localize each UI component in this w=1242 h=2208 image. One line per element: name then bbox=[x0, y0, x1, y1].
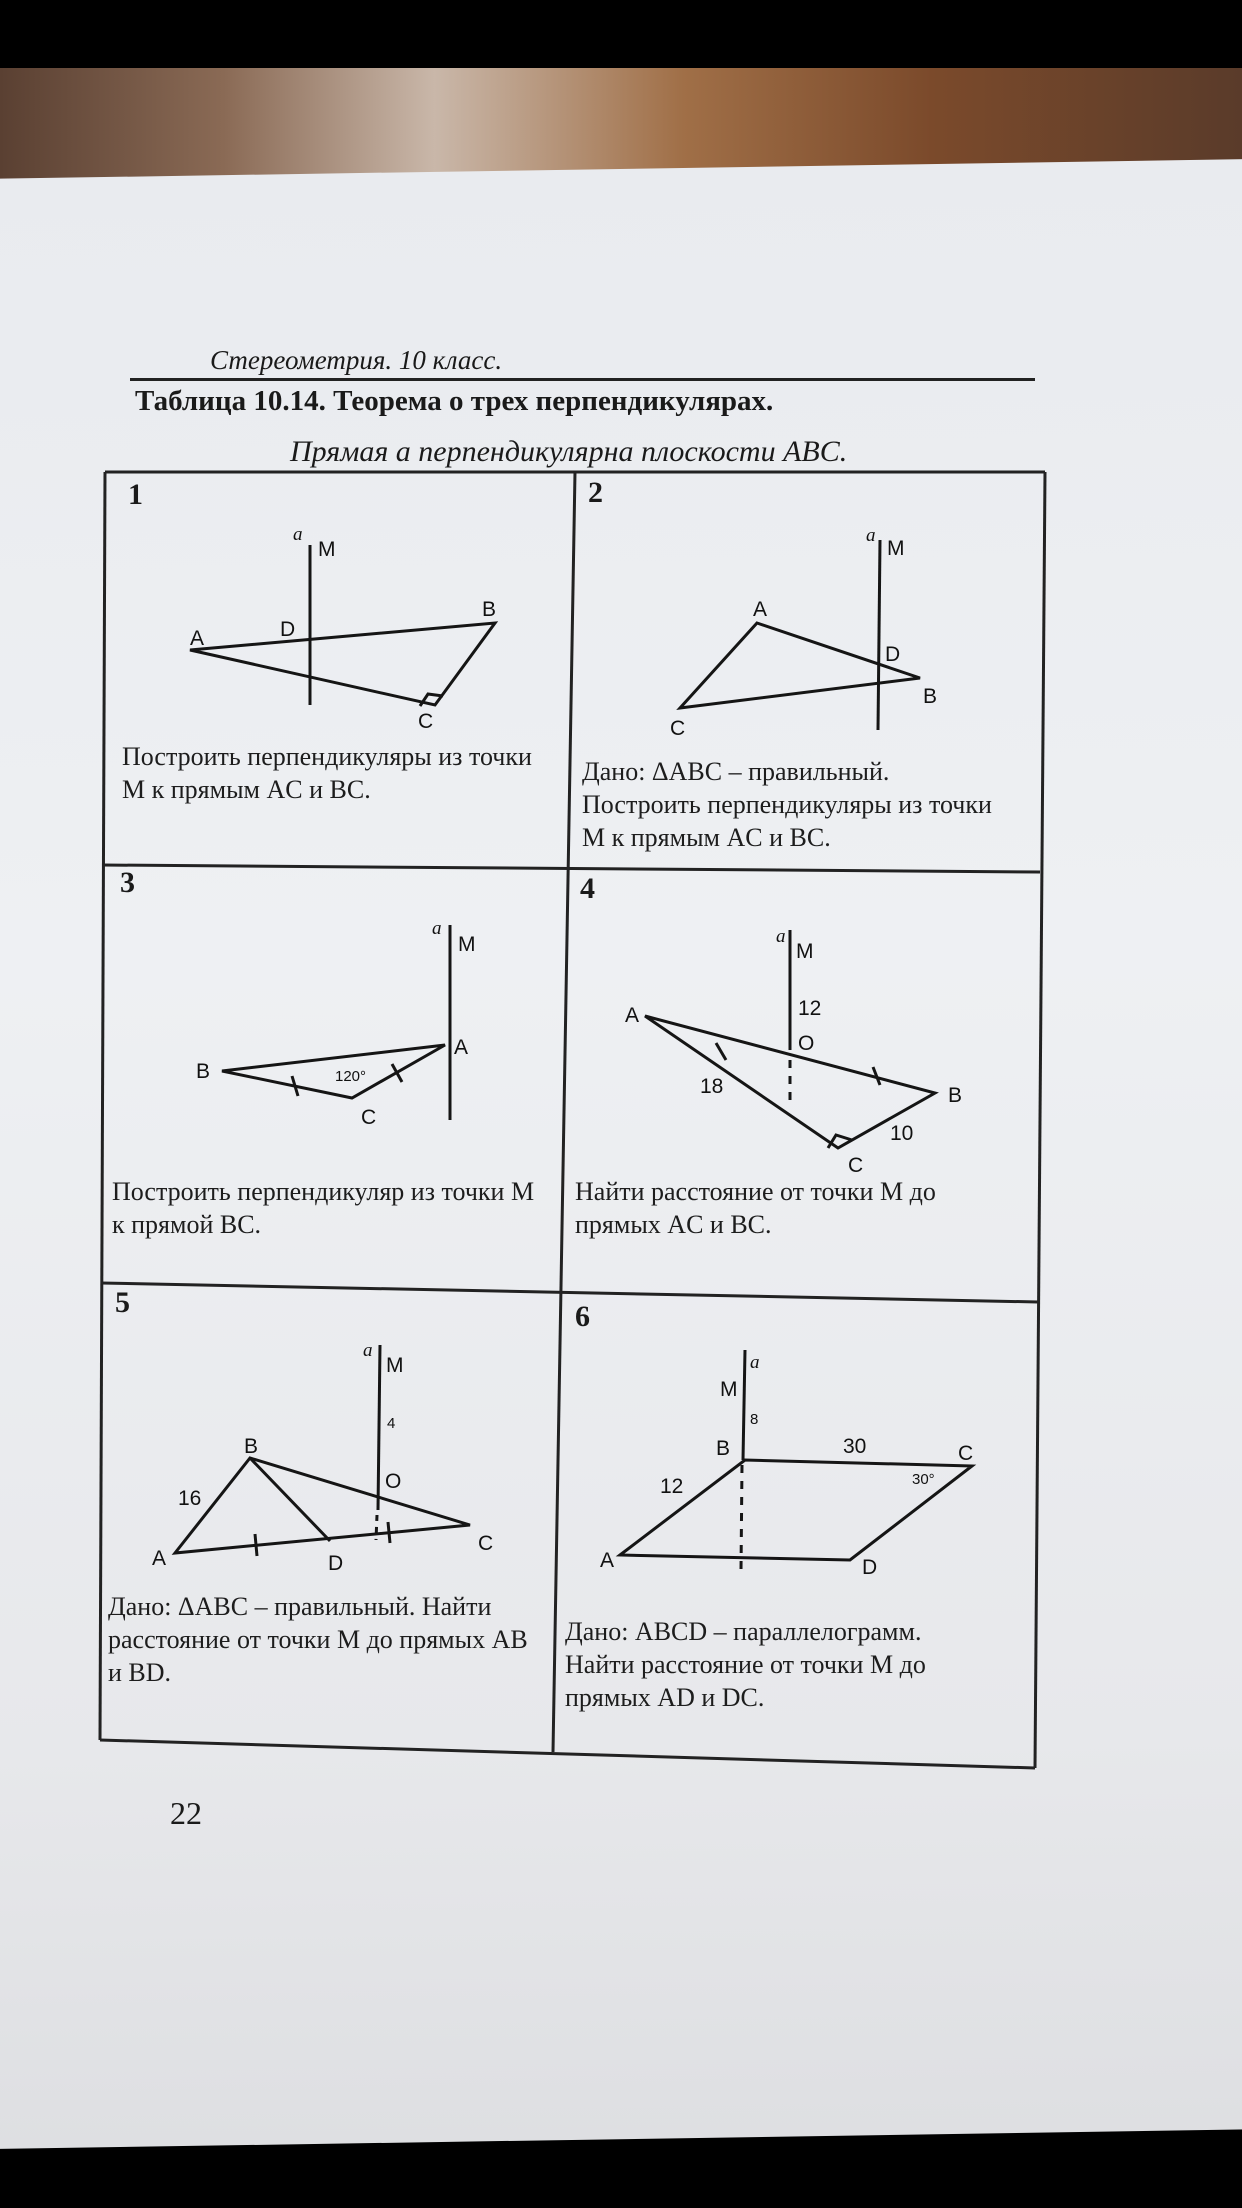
label-c-4: C bbox=[848, 1154, 864, 1177]
label-a-6: a bbox=[750, 1352, 760, 1373]
label-b-4: B bbox=[948, 1084, 963, 1107]
label-d-6: D bbox=[862, 1556, 878, 1579]
label-b-2: B bbox=[923, 685, 938, 708]
line-a-6 bbox=[743, 1350, 745, 1460]
cell-number-4: 4 bbox=[580, 872, 595, 905]
label-m-5: M bbox=[386, 1354, 404, 1377]
label-a-point-2: A bbox=[753, 598, 768, 621]
cell-caption-5: Дано: ΔABC – правильный. Найти расстояние от точки M до прямых AB и BD. bbox=[108, 1592, 528, 1687]
label-a-5: a bbox=[363, 1340, 373, 1361]
label-ab-5: 16 bbox=[178, 1487, 202, 1510]
label-b-3: B bbox=[196, 1060, 211, 1083]
page-number: 22 bbox=[170, 1795, 202, 1831]
cell-caption-6: Дано: ABCD – параллелограмм. Найти расстояние от точки M до прямых AD и DC. bbox=[565, 1617, 926, 1712]
label-b-5: B bbox=[244, 1435, 259, 1458]
table-title: Таблица 10.14. Теорема о трех перпендикулярах. bbox=[135, 385, 774, 417]
label-a-point-1: A bbox=[190, 627, 205, 650]
triangle-abc-1 bbox=[190, 623, 495, 705]
label-mb-6: 8 bbox=[750, 1411, 759, 1428]
line-a-6-dashed bbox=[741, 1465, 742, 1570]
label-mo-4: 12 bbox=[798, 997, 822, 1020]
label-c-3: C bbox=[361, 1106, 377, 1129]
label-angle-3: 120° bbox=[335, 1068, 367, 1085]
label-a-point-5: A bbox=[152, 1547, 167, 1570]
label-a-1: a bbox=[293, 524, 303, 545]
tick-ad-5 bbox=[255, 1534, 257, 1556]
label-o-4: O bbox=[798, 1032, 815, 1055]
line-a-5-dashed bbox=[376, 1515, 377, 1540]
label-o-5: O bbox=[385, 1470, 402, 1493]
tick-dc-5 bbox=[388, 1522, 390, 1543]
label-a-point-3: A bbox=[454, 1036, 469, 1059]
label-m-2: M bbox=[887, 537, 905, 560]
label-b-1: B bbox=[482, 598, 497, 621]
cell-number-3: 3 bbox=[120, 866, 135, 899]
figure-6 bbox=[600, 1350, 973, 1579]
tick-ac-4 bbox=[716, 1043, 726, 1060]
cell-number-2: 2 bbox=[588, 476, 603, 509]
label-m-6: M bbox=[720, 1378, 738, 1401]
cell-caption-1: Построить перпендикуляры из точки M к прямым AC и BC. bbox=[122, 742, 532, 804]
label-a-3: a bbox=[432, 918, 442, 939]
label-c-6: C bbox=[958, 1442, 974, 1465]
cell-number-5: 5 bbox=[115, 1286, 130, 1319]
label-m-1: M bbox=[318, 538, 336, 561]
figure-4 bbox=[625, 926, 962, 1177]
label-bc-4: 10 bbox=[890, 1122, 914, 1145]
label-c-5: C bbox=[478, 1532, 494, 1555]
figure-1 bbox=[190, 524, 496, 733]
triangle-abc-2 bbox=[680, 623, 920, 708]
figure-2 bbox=[670, 525, 937, 740]
cell-number-6: 6 bbox=[575, 1300, 590, 1333]
running-header: Стереометрия. 10 класс. bbox=[210, 345, 503, 375]
line-a-5 bbox=[378, 1345, 380, 1510]
label-m-4: M bbox=[796, 940, 814, 963]
triangle-abc-5 bbox=[175, 1458, 470, 1553]
label-d-5: D bbox=[328, 1552, 344, 1575]
label-a-4: a bbox=[776, 926, 786, 947]
table-grid bbox=[100, 472, 1045, 1768]
cell-caption-4: Найти расстояние от точки M до прямых AC и BC. bbox=[575, 1177, 936, 1239]
label-m-3: M bbox=[458, 933, 476, 956]
label-ac-4: 18 bbox=[700, 1075, 724, 1098]
label-c-2: C bbox=[670, 717, 686, 740]
label-a-point-4: A bbox=[625, 1004, 640, 1027]
label-b-6: B bbox=[716, 1437, 731, 1460]
label-c-1: C bbox=[418, 710, 434, 733]
cell-caption-2: Дано: ΔABC – правильный. Построить перпендикуляры из точки M к прямым AC и BC. bbox=[582, 757, 992, 852]
label-bc-6: 30 bbox=[843, 1435, 867, 1458]
cell-caption-3: Построить перпендикуляр из точки M к прямой BC. bbox=[112, 1177, 535, 1239]
figure-5 bbox=[152, 1340, 493, 1575]
figure-3 bbox=[196, 918, 476, 1129]
label-a-2: a bbox=[866, 525, 876, 546]
label-d-2: D bbox=[885, 643, 901, 666]
table-subtitle: Прямая a перпендикулярна плоскости ABC. bbox=[290, 435, 848, 468]
label-a-point-6: A bbox=[600, 1549, 615, 1572]
triangle-abc-3 bbox=[222, 1045, 445, 1098]
label-mo-5: 4 bbox=[387, 1415, 396, 1432]
line-a-2 bbox=[878, 540, 880, 730]
cell-number-1: 1 bbox=[128, 478, 143, 511]
label-d-1: D bbox=[280, 618, 296, 641]
label-ab-6: 12 bbox=[660, 1475, 684, 1498]
label-angle-6: 30° bbox=[912, 1471, 935, 1488]
